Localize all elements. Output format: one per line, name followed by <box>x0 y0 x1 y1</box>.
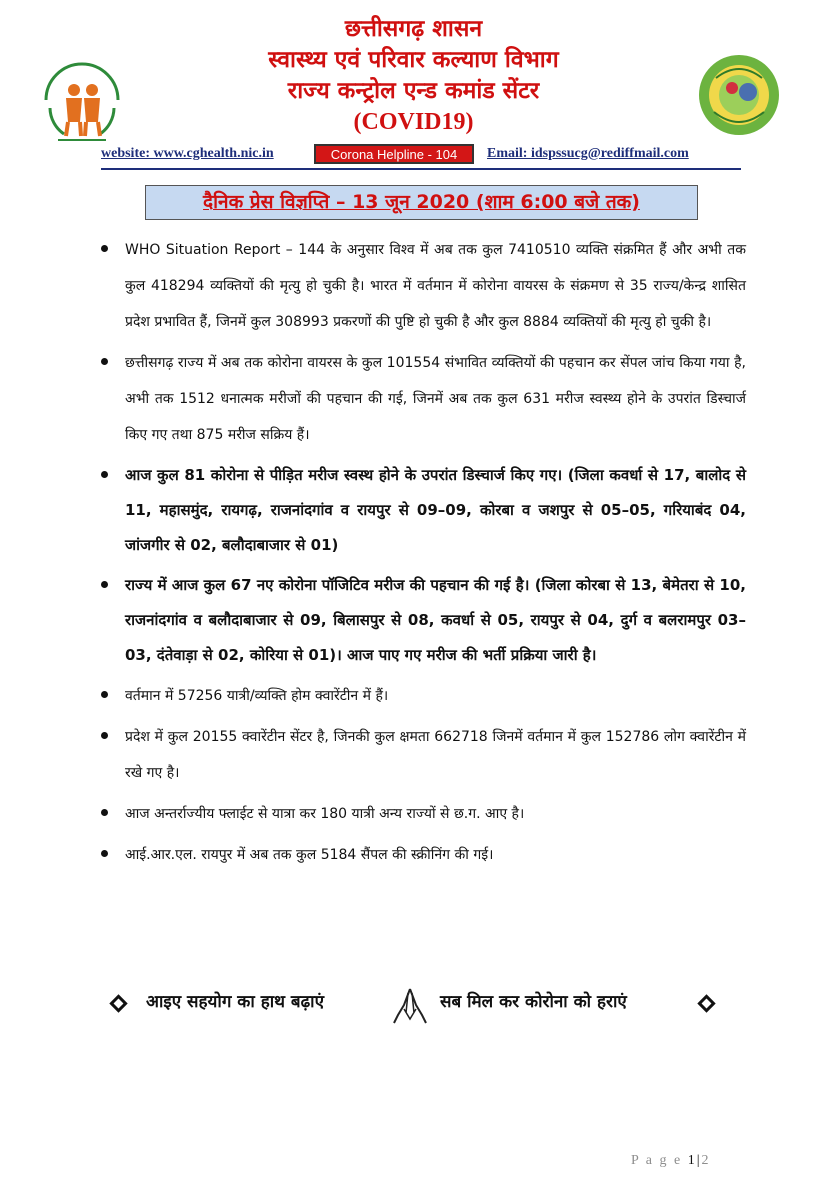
page-label: P a g e <box>631 1153 683 1168</box>
helpline-badge: Corona Helpline - 104 <box>314 144 474 164</box>
bullet-icon <box>101 850 108 857</box>
bullet-icon <box>101 471 108 478</box>
footer-slogan <box>110 985 720 1027</box>
bullet-text: आज कुल 81 कोरोना से पीड़ित मरीज स्वस्थ होने के उपरांत डिस्चार्ज किए गए। (जिला कवर्धा से 17, बालोद से 11, महासमुंद, रायगढ़, राजनांदगांव व रायपुर से 09–09, कोरबा व जशपुर से 05–05, गरियाबंद 04, जांजगीर से 02, बलौदाबाजार से 01) <box>125 466 746 554</box>
total-pages: 2 <box>701 1153 711 1168</box>
bullet-text: आई.आर.एल. रायपुर में अब तक कुल 5184 सैंपल की स्क्रीनिंग की गई। <box>125 847 494 863</box>
current-page: 1 <box>687 1153 697 1168</box>
email-link[interactable]: Email: idspssucg@rediffmail.com <box>487 146 689 161</box>
website-link[interactable]: website: www.cghealth.nic.in <box>101 146 274 161</box>
press-release-title: दैनिक प्रेस विज्ञप्ति – 13 जून 2020 (शाम 6:00 बजे तक) <box>145 185 698 220</box>
list-item <box>98 678 746 714</box>
list-item <box>98 232 746 340</box>
bullet-text: आज अन्तर्राज्यीय फ्लाईट से यात्रा कर 180 यात्री अन्य राज्यों से छ.ग. आए है। <box>125 806 525 822</box>
page-number <box>631 1153 711 1169</box>
bullet-icon <box>101 581 108 588</box>
list-item <box>98 568 746 673</box>
list-item <box>98 719 746 791</box>
diamond-bullet-icon <box>697 994 715 1012</box>
bulletin-list <box>98 232 746 878</box>
bullet-text: वर्तमान में 57256 यात्री/व्यक्ति होम क्वारेंटीन में हैं। <box>125 688 389 704</box>
bullet-text: छत्तीसगढ़ राज्य में अब तक कोरोना वायरस के कुल 101554 संभावित व्यक्तियों की पहचान कर सेंपल जांच किया गया है, अभी तक 1512 धनात्मक मरीजों की पहचान की गई, जिनमें अब तक कुल 631 मरीज स्वस्थ्य होने के उपरांत डिस्चार्ज किए गए तथा 875 मरीज सक्रिय हैं। <box>125 355 746 443</box>
department-name: स्वास्थ्य एवं परिवार कल्याण विभाग <box>268 47 559 73</box>
bullet-icon <box>101 732 108 739</box>
bullet-icon <box>101 691 108 698</box>
bullet-icon <box>101 809 108 816</box>
slogan-right: सब मिल कर कोरोना को हराएं <box>440 992 627 1012</box>
diamond-bullet-icon <box>109 994 127 1012</box>
list-item <box>98 345 746 453</box>
list-item <box>98 796 746 832</box>
health-department-logo-icon <box>34 60 130 152</box>
bullet-text: राज्य में आज कुल 67 नए कोरोना पॉजिटिव मरीज की पहचान की गई है। (जिला कोरबा से 13, बेमेतरा से 10, राजनांदगांव व बलौदाबाजार से 09, बिलासपुर से 08, कवर्धा से 05, रायपुर से 04, दुर्ग व बलरामपुर 03–03, दंतेवाड़ा से 02, कोरिया से 01)। आज पाए गए मरीज की भर्ती प्रक्रिया जारी है। <box>125 576 746 664</box>
contact-bar <box>101 142 741 170</box>
bullet-text: प्रदेश में कुल 20155 क्वारेंटीन सेंटर है, जिनकी कुल क्षमता 662718 जिनमें वर्तमान में कुल 152786 लोग क्वारेंटीन में रखे गए है। <box>125 729 746 781</box>
bullet-icon <box>101 358 108 365</box>
folded-hands-icon <box>388 985 432 1027</box>
idsp-logo-icon <box>696 52 782 138</box>
page-separator: | <box>696 1153 702 1168</box>
bullet-icon <box>101 245 108 252</box>
covid-label: (COVID19) <box>353 109 474 135</box>
list-item <box>98 837 746 873</box>
center-name: राज्य कन्ट्रोल एन्ड कमांड सेंटर <box>287 78 540 104</box>
govt-name: छत्तीसगढ़ शासन <box>344 16 483 42</box>
bullet-text: WHO Situation Report – 144 के अनुसार विश्व में अब तक कुल 7410510 व्यक्ति संक्रमित हैं और अभी तक कुल 418294 व्यक्तियों की मृत्यु हो चुकी है। भारत में वर्तमान में कोरोना वायरस के संक्रमण से 35 राज्य/केन्द्र शासित प्रदेश प्रभावित हैं, जिनमें कुल 308993 प्रकरणों की पुष्टि हो चुकी है और कुल 8884 व्यक्तियों की मृत्यु हो चुकी है। <box>125 242 746 330</box>
list-item <box>98 458 746 563</box>
slogan-left: आइए सहयोग का हाथ बढ़ाएं <box>146 992 324 1012</box>
